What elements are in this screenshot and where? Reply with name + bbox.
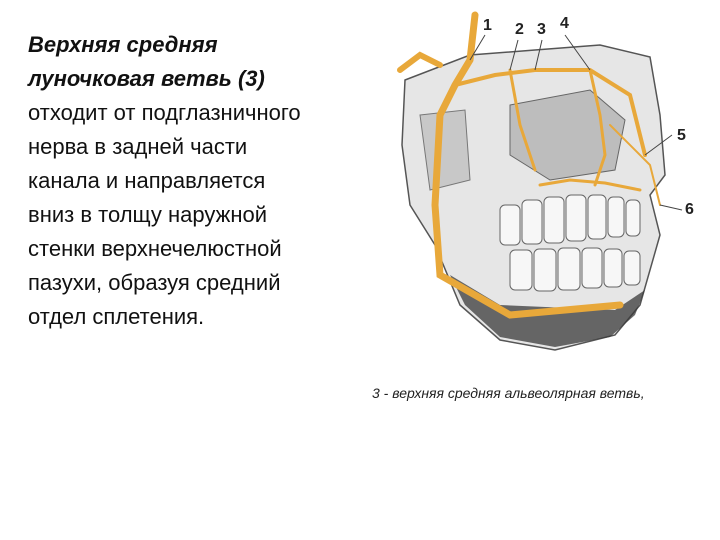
label-1: 1 bbox=[483, 17, 492, 34]
label-5: 5 bbox=[677, 127, 686, 144]
body-line-1: отходит от подглазничного bbox=[28, 100, 301, 125]
figure-caption: 3 - верхняя средняя альвеолярная ветвь, bbox=[372, 385, 645, 401]
lower-teeth bbox=[510, 248, 640, 291]
heading-line-2: луночковая ветвь (3) bbox=[28, 66, 265, 91]
body-line-7: отдел сплетения. bbox=[28, 304, 205, 329]
label-6: 6 bbox=[685, 201, 694, 218]
body-line-3: канала и направляется bbox=[28, 168, 266, 193]
skull-nerve-drawing bbox=[360, 5, 720, 385]
body-line-4: вниз в толщу наружной bbox=[28, 202, 268, 227]
label-4: 4 bbox=[560, 15, 569, 32]
body-line-5: стенки верхнечелюстной bbox=[28, 236, 282, 261]
anatomy-illustration bbox=[360, 5, 720, 385]
heading-line-1: Верхняя средняя bbox=[28, 32, 218, 57]
body-line-2: нерва в задней части bbox=[28, 134, 248, 159]
label-3: 3 bbox=[537, 21, 546, 38]
body-line-6: пазухи, образуя средний bbox=[28, 270, 281, 295]
description-text bbox=[28, 28, 358, 334]
label-2: 2 bbox=[515, 21, 524, 38]
